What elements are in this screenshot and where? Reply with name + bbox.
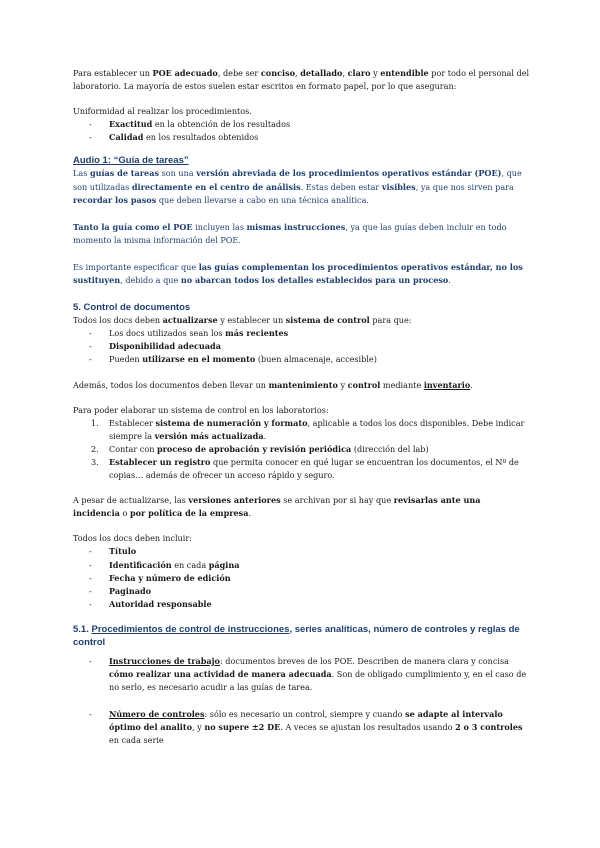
- step-item: 3. Establecer un registro que permita conocer en qué lugar se encuentran los documentos, el Nº de copias… además de ofrecer un acceso rápido y seguro.: [91, 456, 519, 481]
- list-item: - Instrucciones de trabajo: documentos breves de los POE. Describen de manera clara y concisa cómo realizar una actividad de manera adecuada. Son de obligado cumplimiento y, en el caso de no serlo, es necesario acudir a las guías de tarea.: [73, 655, 530, 694]
- section-5-maintenance: Además, todos los documentos deben llevar un mantenimiento y control mediante inventario.: [73, 379, 473, 390]
- list-item: - Calidad en los resultados obtenidos: [73, 131, 530, 144]
- list-item: - Los docs utilizados sean los más recientes: [73, 327, 530, 340]
- section-5-includes-list: [73, 545, 530, 610]
- section-5-heading: 5. Control de documentos: [73, 302, 191, 314]
- section-5-list: [73, 327, 530, 366]
- list-item: - Número de controles: sólo es necesario un control, siempre y cuando se adapte al intervalo óptimo del analito, y no supere ±2 DE. A veces se ajustan los resultados usando 2 o 3 controles en cada serie: [73, 708, 530, 747]
- list-item: - Disponibilidad adecuada: [73, 340, 530, 353]
- section-5-intro: Todos los docs deben actualizarse y establecer un sistema de control para que:: [73, 315, 412, 326]
- section-5-includes-intro: Todos los docs deben incluir:: [73, 533, 192, 544]
- section-5-steps: [73, 417, 530, 482]
- audio-paragraph-2: Tanto la guía como el POE incluyen las mismas instrucciones, ya que las guías deben incluir en todo momento la misma información del POE.: [73, 221, 507, 245]
- list-item: - Paginado: [73, 585, 530, 598]
- list-item: - Exactitud en la obtención de los resultados: [73, 118, 530, 131]
- list-item: - Título: [73, 545, 530, 558]
- section-5-1-heading: 5.1. Procedimientos de control de instrucciones, series analíticas, número de controles y reglas de control: [73, 623, 520, 648]
- audio-paragraph-1: Las guías de tareas son una versión abreviada de los procedimientos operativos estándar (POE), que son utilizadas directamente en el centro de análisis. Estas deben estar visibles, ya que nos sirven para recordar los pasos que deben llevarse a cabo en una técnica analítica.: [73, 168, 522, 205]
- intro-paragraph: Para establecer un POE adecuado, debe ser conciso, detallado, claro y entendible por todo el personal del laboratorio. La mayoría de estos suelen estar escritos en formato papel, por lo que aseguran:: [73, 68, 530, 92]
- intro-list: [73, 118, 530, 144]
- list-item: - Fecha y número de edición: [73, 572, 530, 585]
- list-item: - Pueden utilizarse en el momento (buen almacenaje, accesible): [73, 353, 530, 366]
- step-item: 2. Contar con proceso de aprobación y revisión periódica (dirección del lab): [91, 443, 429, 454]
- section-5-versions: A pesar de actualizarse, las versiones anteriores se archivan por si hay que revisarlas ante una incidencia o por política de la empresa.: [73, 495, 481, 519]
- audio-heading: Audio 1: “Guía de tareas”: [73, 155, 189, 167]
- audio-paragraph-3: Es importante especificar que las guías complementan los procedimientos operativos estándar, no los sustituyen, debido a que no abarcan todos los detalles establecidos para un proceso.: [73, 261, 523, 286]
- intro-uniformity: Uniformidad al realizar los procedimientos.: [73, 106, 252, 117]
- section-5-1-link[interactable]: Procedimientos de control de instrucciones: [91, 623, 290, 635]
- section-5-control-intro: Para poder elaborar un sistema de control en los laboratorios:: [73, 404, 329, 415]
- list-item: - Autoridad responsable: [73, 598, 530, 611]
- list-item: - Identificación en cada página: [73, 559, 530, 572]
- step-item: 1. Establecer sistema de numeración y formato, aplicable a todos los docs disponibles. Debe indicar siempre la versión más actualizada.: [91, 417, 525, 441]
